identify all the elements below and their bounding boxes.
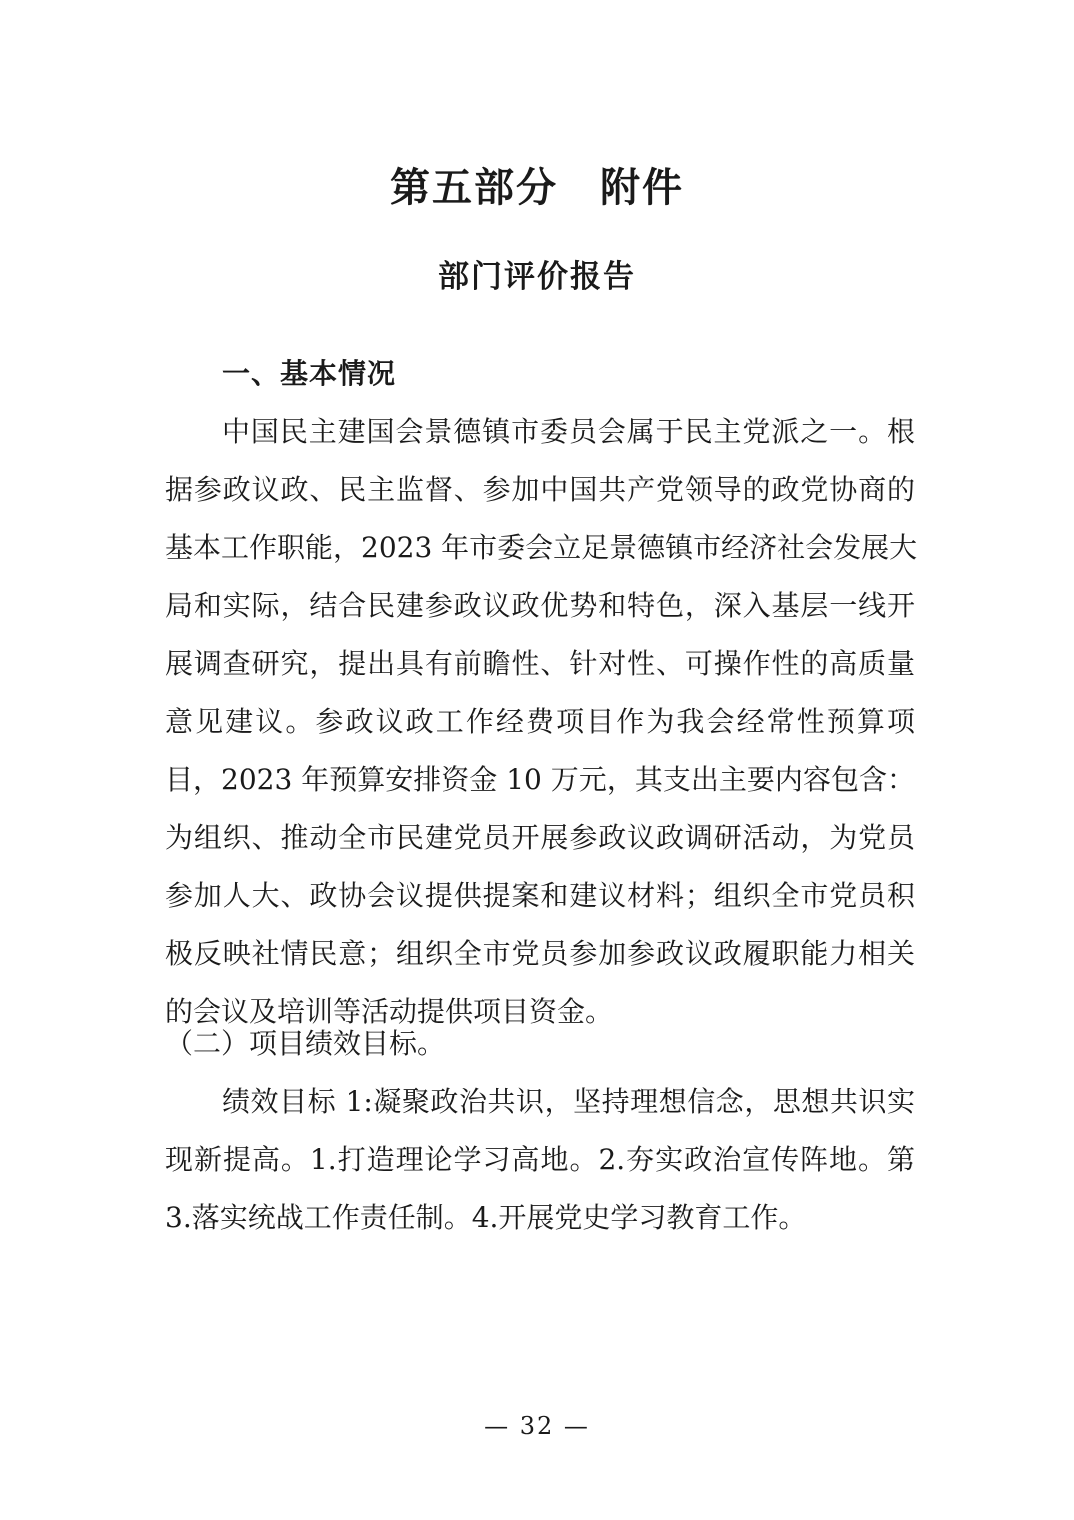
paragraph-line: 中国民主建国会景德镇市委员会属于民主党派之一。根 bbox=[222, 415, 915, 448]
part-title: 第五部分 附件 bbox=[390, 164, 684, 211]
paragraph-line: 现新提高。1.打造理论学习高地。2.夯实政治宣传阵地。第 bbox=[165, 1143, 915, 1176]
paragraph-line: 3.落实统战工作责任制。4.开展党史学习教育工作。 bbox=[165, 1201, 807, 1234]
paragraph-line: 的会议及培训等活动提供项目资金。 bbox=[165, 995, 614, 1028]
paragraph-line: 为组织、推动全市民建党员开展参政议政调研活动，为党员 bbox=[165, 821, 915, 854]
paragraph-line: 参加人大、政协会议提供提案和建议材料；组织全市党员积 bbox=[165, 879, 915, 912]
paragraph-line: 极反映社情民意；组织全市党员参加参政议政履职能力相关 bbox=[165, 937, 915, 970]
report-title: 部门评价报告 bbox=[438, 259, 636, 295]
sub-heading-performance-goals: （二）项目绩效目标。 bbox=[165, 1027, 446, 1060]
paragraph-line: 目，2023 年预算安排资金 10 万元，其支出主要内容包含： bbox=[165, 763, 915, 796]
paragraph-line: 意见建议。参政议政工作经费项目作为我会经常性预算项 bbox=[165, 705, 915, 738]
paragraph-line: 局和实际，结合民建参政议政优势和特色，深入基层一线开 bbox=[165, 589, 915, 622]
paragraph-basic-info bbox=[165, 403, 918, 1041]
page-number: — 32 — bbox=[484, 1412, 590, 1440]
section-heading: 一、基本情况 bbox=[222, 357, 397, 390]
paragraph-line: 绩效目标 1:凝聚政治共识，坚持理想信念，思想共识实 bbox=[222, 1085, 915, 1118]
paragraph-line: 基本工作职能，2023 年市委会立足景德镇市经济社会发展大 bbox=[165, 531, 918, 564]
paragraph-line: 据参政议政、民主监督、参加中国共产党领导的政党协商的 bbox=[165, 473, 915, 506]
paragraph-line: 展调查研究，提出具有前瞻性、针对性、可操作性的高质量 bbox=[165, 647, 915, 680]
paragraph-performance-goals bbox=[165, 1073, 915, 1247]
